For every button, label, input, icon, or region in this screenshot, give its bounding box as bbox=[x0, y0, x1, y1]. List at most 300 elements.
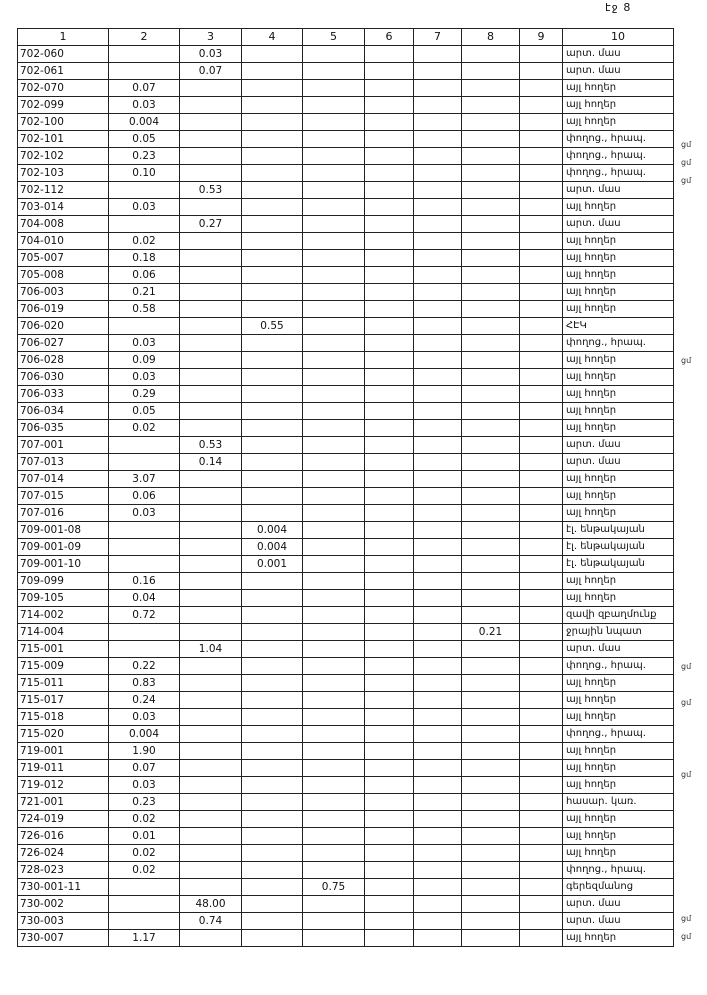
cell-col-6 bbox=[365, 522, 414, 539]
cell-col-3 bbox=[180, 709, 242, 726]
cell-col-7 bbox=[414, 624, 462, 641]
cell-col-1: 707-016 bbox=[18, 505, 109, 522]
cell-col-6 bbox=[365, 624, 414, 641]
cell-col-3 bbox=[180, 624, 242, 641]
margin-note: ցմ bbox=[681, 176, 692, 185]
cell-col-9 bbox=[520, 165, 563, 182]
cell-col-3: 0.14 bbox=[180, 454, 242, 471]
table-row bbox=[18, 97, 674, 114]
cell-col-3 bbox=[180, 488, 242, 505]
cell-col-7 bbox=[414, 726, 462, 743]
cell-col-1: 709-105 bbox=[18, 590, 109, 607]
margin-note: ցմ bbox=[681, 698, 692, 707]
cell-col-4 bbox=[242, 828, 303, 845]
table-row bbox=[18, 845, 674, 862]
cell-col-1: 709-099 bbox=[18, 573, 109, 590]
cell-col-5 bbox=[303, 488, 365, 505]
cell-col-6 bbox=[365, 46, 414, 63]
cell-col-3: 0.27 bbox=[180, 216, 242, 233]
table-row bbox=[18, 794, 674, 811]
cell-col-2: 0.05 bbox=[109, 403, 180, 420]
cell-col-4 bbox=[242, 794, 303, 811]
cell-col-7 bbox=[414, 590, 462, 607]
cell-col-6 bbox=[365, 913, 414, 930]
cell-col-2: 0.004 bbox=[109, 726, 180, 743]
cell-col-9 bbox=[520, 114, 563, 131]
cell-col-2: 0.09 bbox=[109, 352, 180, 369]
cell-col-1: 724-019 bbox=[18, 811, 109, 828]
cell-col-5 bbox=[303, 369, 365, 386]
cell-col-3 bbox=[180, 386, 242, 403]
cell-col-1: 726-016 bbox=[18, 828, 109, 845]
cell-col-5 bbox=[303, 862, 365, 879]
cell-col-3 bbox=[180, 148, 242, 165]
cell-col-1: 702-100 bbox=[18, 114, 109, 131]
cell-col-2 bbox=[109, 624, 180, 641]
cell-col-7 bbox=[414, 709, 462, 726]
cell-col-3 bbox=[180, 233, 242, 250]
cell-col-8 bbox=[462, 675, 520, 692]
cell-col-10: փողոց., հրապ. bbox=[563, 862, 674, 879]
cell-col-10: այլ հողեր bbox=[563, 828, 674, 845]
cell-col-8 bbox=[462, 811, 520, 828]
cell-col-4 bbox=[242, 437, 303, 454]
cell-col-9 bbox=[520, 845, 563, 862]
cell-col-2: 0.07 bbox=[109, 760, 180, 777]
cell-col-3 bbox=[180, 828, 242, 845]
cell-col-9 bbox=[520, 80, 563, 97]
cell-col-5 bbox=[303, 80, 365, 97]
cell-col-6 bbox=[365, 369, 414, 386]
cell-col-9 bbox=[520, 811, 563, 828]
cell-col-9 bbox=[520, 301, 563, 318]
cell-col-8 bbox=[462, 420, 520, 437]
cell-col-6 bbox=[365, 811, 414, 828]
table-row bbox=[18, 250, 674, 267]
cell-col-3 bbox=[180, 369, 242, 386]
cell-col-9 bbox=[520, 896, 563, 913]
cell-col-7 bbox=[414, 862, 462, 879]
cell-col-4 bbox=[242, 148, 303, 165]
cell-col-4 bbox=[242, 607, 303, 624]
cell-col-9 bbox=[520, 709, 563, 726]
cell-col-10: այլ հողեր bbox=[563, 250, 674, 267]
cell-col-9 bbox=[520, 131, 563, 148]
table-row bbox=[18, 607, 674, 624]
cell-col-6 bbox=[365, 267, 414, 284]
cell-col-5 bbox=[303, 199, 365, 216]
cell-col-10: արտ. մաս bbox=[563, 63, 674, 80]
cell-col-3: 0.53 bbox=[180, 437, 242, 454]
cell-col-5 bbox=[303, 386, 365, 403]
cell-col-3 bbox=[180, 284, 242, 301]
cell-col-4 bbox=[242, 420, 303, 437]
cell-col-4 bbox=[242, 335, 303, 352]
cell-col-4 bbox=[242, 624, 303, 641]
cell-col-2 bbox=[109, 879, 180, 896]
cell-col-10: այլ հողեր bbox=[563, 811, 674, 828]
cell-col-1: 707-013 bbox=[18, 454, 109, 471]
table-row bbox=[18, 386, 674, 403]
cell-col-4: 0.004 bbox=[242, 539, 303, 556]
cell-col-5 bbox=[303, 675, 365, 692]
cell-col-10: ՀԷԿ bbox=[563, 318, 674, 335]
cell-col-8 bbox=[462, 114, 520, 131]
cell-col-4 bbox=[242, 97, 303, 114]
cell-col-4 bbox=[242, 641, 303, 658]
cell-col-6 bbox=[365, 760, 414, 777]
cell-col-10: արտ. մաս bbox=[563, 437, 674, 454]
cell-col-8 bbox=[462, 369, 520, 386]
cell-col-2: 0.23 bbox=[109, 794, 180, 811]
cell-col-5 bbox=[303, 114, 365, 131]
cell-col-9 bbox=[520, 607, 563, 624]
table-row bbox=[18, 403, 674, 420]
cell-col-2: 0.03 bbox=[109, 199, 180, 216]
cell-col-9 bbox=[520, 250, 563, 267]
cell-col-6 bbox=[365, 641, 414, 658]
cell-col-3 bbox=[180, 658, 242, 675]
cell-col-7 bbox=[414, 63, 462, 80]
cell-col-5 bbox=[303, 505, 365, 522]
cell-col-7 bbox=[414, 97, 462, 114]
cell-col-8 bbox=[462, 573, 520, 590]
table-row bbox=[18, 182, 674, 199]
cell-col-7 bbox=[414, 488, 462, 505]
cell-col-9 bbox=[520, 726, 563, 743]
cell-col-1: 702-099 bbox=[18, 97, 109, 114]
cell-col-1: 703-014 bbox=[18, 199, 109, 216]
cell-col-10: այլ հողեր bbox=[563, 488, 674, 505]
cell-col-9 bbox=[520, 267, 563, 284]
cell-col-6 bbox=[365, 437, 414, 454]
cell-col-5 bbox=[303, 556, 365, 573]
table-row bbox=[18, 539, 674, 556]
cell-col-3 bbox=[180, 165, 242, 182]
cell-col-7 bbox=[414, 131, 462, 148]
cell-col-2: 0.05 bbox=[109, 131, 180, 148]
cell-col-4 bbox=[242, 709, 303, 726]
cell-col-4 bbox=[242, 352, 303, 369]
cell-col-8 bbox=[462, 97, 520, 114]
cell-col-5 bbox=[303, 301, 365, 318]
cell-col-1: 706-020 bbox=[18, 318, 109, 335]
cell-col-10: այլ հողեր bbox=[563, 590, 674, 607]
cell-col-8 bbox=[462, 709, 520, 726]
cell-col-6 bbox=[365, 63, 414, 80]
cell-col-10: այլ հողեր bbox=[563, 505, 674, 522]
cell-col-8 bbox=[462, 352, 520, 369]
cell-col-3 bbox=[180, 607, 242, 624]
cell-col-4 bbox=[242, 879, 303, 896]
cell-col-10: այլ հողեր bbox=[563, 267, 674, 284]
cell-col-8 bbox=[462, 522, 520, 539]
cell-col-9 bbox=[520, 522, 563, 539]
cell-col-10: արտ. մաս bbox=[563, 46, 674, 63]
cell-col-6 bbox=[365, 182, 414, 199]
cell-col-5 bbox=[303, 726, 365, 743]
cell-col-5 bbox=[303, 794, 365, 811]
cell-col-5 bbox=[303, 63, 365, 80]
table-row bbox=[18, 828, 674, 845]
cell-col-7 bbox=[414, 301, 462, 318]
cell-col-4: 0.004 bbox=[242, 522, 303, 539]
cell-col-5 bbox=[303, 811, 365, 828]
cell-col-6 bbox=[365, 743, 414, 760]
cell-col-4 bbox=[242, 131, 303, 148]
cell-col-2 bbox=[109, 63, 180, 80]
cell-col-2 bbox=[109, 896, 180, 913]
cell-col-8 bbox=[462, 216, 520, 233]
cell-col-9 bbox=[520, 879, 563, 896]
cell-col-2: 0.004 bbox=[109, 114, 180, 131]
cell-col-2: 0.72 bbox=[109, 607, 180, 624]
cell-col-9 bbox=[520, 573, 563, 590]
cell-col-9 bbox=[520, 437, 563, 454]
cell-col-3: 0.03 bbox=[180, 46, 242, 63]
cell-col-1: 706-035 bbox=[18, 420, 109, 437]
table-row bbox=[18, 352, 674, 369]
table-row bbox=[18, 879, 674, 896]
cell-col-3 bbox=[180, 556, 242, 573]
table-row bbox=[18, 488, 674, 505]
cell-col-9 bbox=[520, 760, 563, 777]
cell-col-5 bbox=[303, 624, 365, 641]
cell-col-1: 704-008 bbox=[18, 216, 109, 233]
cell-col-5 bbox=[303, 233, 365, 250]
cell-col-4 bbox=[242, 930, 303, 947]
cell-col-1: 702-103 bbox=[18, 165, 109, 182]
cell-col-7 bbox=[414, 233, 462, 250]
cell-col-5 bbox=[303, 250, 365, 267]
cell-col-9 bbox=[520, 505, 563, 522]
cell-col-9 bbox=[520, 216, 563, 233]
cell-col-4 bbox=[242, 505, 303, 522]
cell-col-5 bbox=[303, 335, 365, 352]
cell-col-6 bbox=[365, 233, 414, 250]
cell-col-2: 0.22 bbox=[109, 658, 180, 675]
cell-col-2: 0.58 bbox=[109, 301, 180, 318]
cell-col-3 bbox=[180, 250, 242, 267]
cell-col-1: 715-018 bbox=[18, 709, 109, 726]
cell-col-3 bbox=[180, 335, 242, 352]
cell-col-10: էլ. ենթակայան bbox=[563, 556, 674, 573]
cell-col-8 bbox=[462, 556, 520, 573]
table-row bbox=[18, 675, 674, 692]
cell-col-4 bbox=[242, 284, 303, 301]
cell-col-10: այլ հողեր bbox=[563, 709, 674, 726]
cell-col-2: 0.16 bbox=[109, 573, 180, 590]
cell-col-8 bbox=[462, 590, 520, 607]
cell-col-9 bbox=[520, 743, 563, 760]
cell-col-4 bbox=[242, 63, 303, 80]
table-row bbox=[18, 471, 674, 488]
cell-col-8 bbox=[462, 284, 520, 301]
cell-col-5 bbox=[303, 216, 365, 233]
cell-col-7 bbox=[414, 182, 462, 199]
cell-col-10: փողոց., հրապ. bbox=[563, 726, 674, 743]
cell-col-5 bbox=[303, 590, 365, 607]
table-row bbox=[18, 573, 674, 590]
cell-col-5 bbox=[303, 845, 365, 862]
cell-col-4 bbox=[242, 573, 303, 590]
cell-col-8 bbox=[462, 131, 520, 148]
cell-col-3: 0.07 bbox=[180, 63, 242, 80]
cell-col-9 bbox=[520, 539, 563, 556]
cell-col-3 bbox=[180, 267, 242, 284]
cell-col-9 bbox=[520, 828, 563, 845]
cell-col-10: այլ հողեր bbox=[563, 845, 674, 862]
cell-col-4 bbox=[242, 811, 303, 828]
cell-col-1: 706-028 bbox=[18, 352, 109, 369]
cell-col-1: 706-027 bbox=[18, 335, 109, 352]
cell-col-1: 714-004 bbox=[18, 624, 109, 641]
cell-col-7 bbox=[414, 454, 462, 471]
cell-col-5: 0.75 bbox=[303, 879, 365, 896]
cell-col-4 bbox=[242, 250, 303, 267]
cell-col-8 bbox=[462, 505, 520, 522]
cell-col-9 bbox=[520, 913, 563, 930]
cell-col-6 bbox=[365, 335, 414, 352]
cell-col-6 bbox=[365, 318, 414, 335]
column-header-6: 6 bbox=[365, 29, 414, 46]
cell-col-2: 0.01 bbox=[109, 828, 180, 845]
cell-col-9 bbox=[520, 386, 563, 403]
cell-col-6 bbox=[365, 692, 414, 709]
cell-col-6 bbox=[365, 97, 414, 114]
cell-col-1: 728-023 bbox=[18, 862, 109, 879]
column-header-4: 4 bbox=[242, 29, 303, 46]
cell-col-7 bbox=[414, 794, 462, 811]
margin-note: ցմ bbox=[681, 356, 692, 365]
cell-col-9 bbox=[520, 675, 563, 692]
cell-col-1: 715-011 bbox=[18, 675, 109, 692]
cell-col-10: այլ հողեր bbox=[563, 369, 674, 386]
column-header-3: 3 bbox=[180, 29, 242, 46]
cell-col-8 bbox=[462, 386, 520, 403]
cell-col-3 bbox=[180, 845, 242, 862]
cell-col-10: գերեզմանոց bbox=[563, 879, 674, 896]
cell-col-2 bbox=[109, 182, 180, 199]
table-row bbox=[18, 233, 674, 250]
cell-col-8 bbox=[462, 913, 520, 930]
table-row bbox=[18, 301, 674, 318]
cell-col-3 bbox=[180, 590, 242, 607]
cell-col-2: 0.10 bbox=[109, 165, 180, 182]
cell-col-9 bbox=[520, 590, 563, 607]
column-header-2: 2 bbox=[109, 29, 180, 46]
cell-col-5 bbox=[303, 420, 365, 437]
table-row bbox=[18, 743, 674, 760]
cell-col-9 bbox=[520, 46, 563, 63]
cell-col-3 bbox=[180, 726, 242, 743]
cell-col-1: 726-024 bbox=[18, 845, 109, 862]
cell-col-9 bbox=[520, 335, 563, 352]
cell-col-7 bbox=[414, 828, 462, 845]
cell-col-1: 705-007 bbox=[18, 250, 109, 267]
cell-col-7 bbox=[414, 879, 462, 896]
cell-col-8 bbox=[462, 641, 520, 658]
cell-col-6 bbox=[365, 726, 414, 743]
cell-col-3 bbox=[180, 794, 242, 811]
cell-col-5 bbox=[303, 318, 365, 335]
cell-col-4 bbox=[242, 590, 303, 607]
cell-col-8 bbox=[462, 539, 520, 556]
cell-col-6 bbox=[365, 658, 414, 675]
cell-col-6 bbox=[365, 896, 414, 913]
cell-col-5 bbox=[303, 896, 365, 913]
cell-col-5 bbox=[303, 46, 365, 63]
cell-col-6 bbox=[365, 675, 414, 692]
cell-col-9 bbox=[520, 284, 563, 301]
cell-col-6 bbox=[365, 284, 414, 301]
cell-col-4 bbox=[242, 726, 303, 743]
cell-col-5 bbox=[303, 284, 365, 301]
cell-col-4 bbox=[242, 862, 303, 879]
cell-col-6 bbox=[365, 80, 414, 97]
cell-col-9 bbox=[520, 369, 563, 386]
cell-col-7 bbox=[414, 267, 462, 284]
cell-col-5 bbox=[303, 267, 365, 284]
cell-col-6 bbox=[365, 403, 414, 420]
cell-col-1: 704-010 bbox=[18, 233, 109, 250]
cell-col-1: 706-034 bbox=[18, 403, 109, 420]
cell-col-1: 719-001 bbox=[18, 743, 109, 760]
cell-col-8 bbox=[462, 403, 520, 420]
cell-col-6 bbox=[365, 505, 414, 522]
cell-col-5 bbox=[303, 692, 365, 709]
table-row bbox=[18, 165, 674, 182]
cell-col-7 bbox=[414, 165, 462, 182]
cell-col-1: 709-001-10 bbox=[18, 556, 109, 573]
cell-col-8 bbox=[462, 301, 520, 318]
cell-col-5 bbox=[303, 828, 365, 845]
cell-col-1: 715-009 bbox=[18, 658, 109, 675]
cell-col-3 bbox=[180, 403, 242, 420]
cell-col-1: 715-020 bbox=[18, 726, 109, 743]
cell-col-3 bbox=[180, 539, 242, 556]
cell-col-10: այլ հողեր bbox=[563, 777, 674, 794]
cell-col-2 bbox=[109, 216, 180, 233]
cell-col-10: այլ հողեր bbox=[563, 692, 674, 709]
cell-col-4 bbox=[242, 46, 303, 63]
cell-col-6 bbox=[365, 573, 414, 590]
cell-col-8 bbox=[462, 760, 520, 777]
cell-col-6 bbox=[365, 165, 414, 182]
cell-col-9 bbox=[520, 352, 563, 369]
cell-col-5 bbox=[303, 913, 365, 930]
cell-col-8 bbox=[462, 658, 520, 675]
cell-col-3 bbox=[180, 862, 242, 879]
cell-col-9 bbox=[520, 641, 563, 658]
cell-col-7 bbox=[414, 369, 462, 386]
cell-col-5 bbox=[303, 471, 365, 488]
cell-col-10: այլ հողեր bbox=[563, 80, 674, 97]
cell-col-10: փողոց., հրապ. bbox=[563, 131, 674, 148]
cell-col-2: 0.03 bbox=[109, 369, 180, 386]
cell-col-7 bbox=[414, 284, 462, 301]
margin-note: ցմ bbox=[681, 914, 692, 923]
cell-col-5 bbox=[303, 148, 365, 165]
cell-col-10: էլ. ենթակայան bbox=[563, 539, 674, 556]
cell-col-2 bbox=[109, 641, 180, 658]
cell-col-3 bbox=[180, 505, 242, 522]
cell-col-10: այլ հողեր bbox=[563, 114, 674, 131]
cell-col-7 bbox=[414, 675, 462, 692]
cell-col-1: 705-008 bbox=[18, 267, 109, 284]
cell-col-7 bbox=[414, 352, 462, 369]
cell-col-7 bbox=[414, 420, 462, 437]
